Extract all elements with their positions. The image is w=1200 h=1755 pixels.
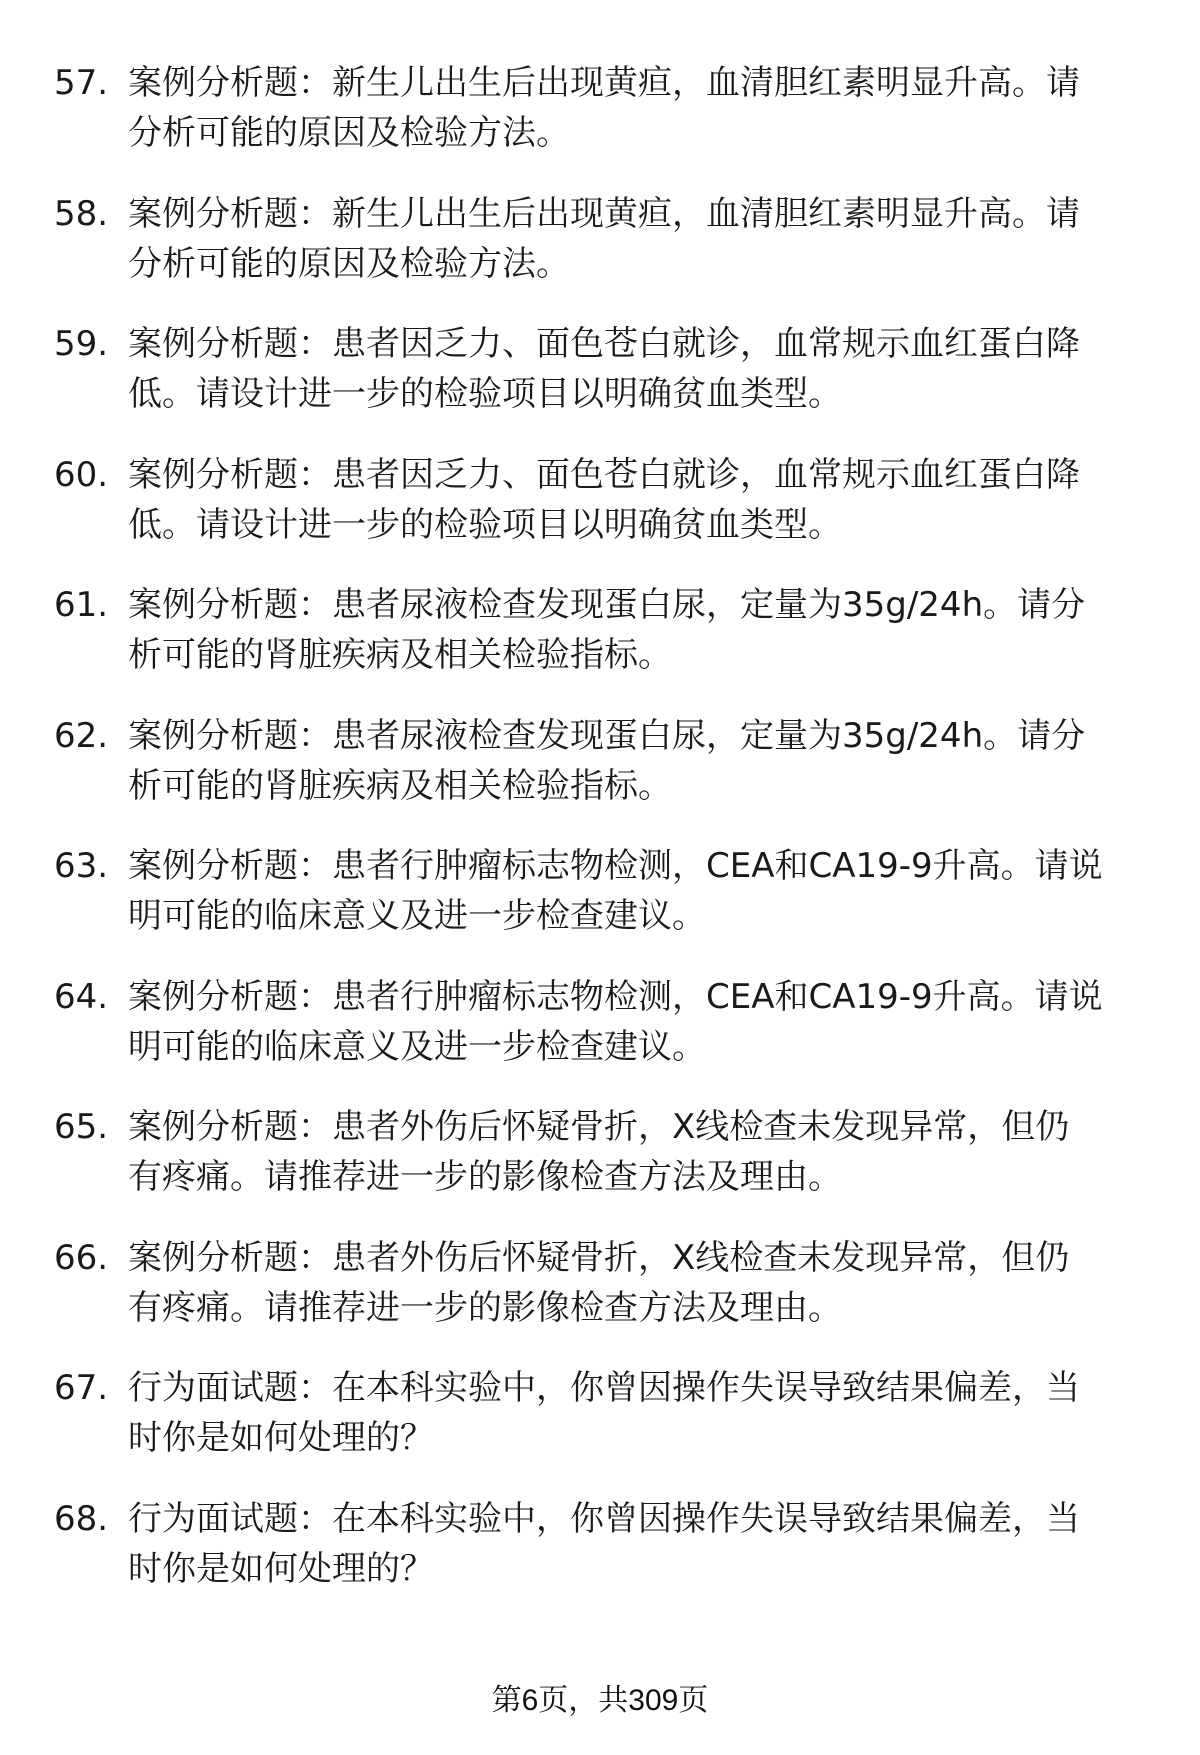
question-text-line: 案例分析题：新生儿出生后出现黄疸，血清胆红素明显升高。请 [128,193,1080,234]
question-text-line: 案例分析题：患者外伤后怀疑骨折，X线检查未发现异常，但仍 [128,1237,1070,1278]
question-text-line: 有疼痛。请推荐进一步的影像检查方法及理由。 [128,1287,842,1328]
question-text-line: 行为面试题：在本科实验中，你曾因操作失误导致结果偏差，当 [128,1368,1080,1408]
question-text-line: 行为面试题：在本科实验中，你曾因操作失误导致结果偏差，当 [128,1498,1080,1539]
question-number: 60. [54,454,109,495]
question-number: 65. [54,1107,109,1147]
question-text-line: 析可能的肾脏疾病及相关检验指标。 [128,635,672,675]
question-text-line: 析可能的肾脏疾病及相关检验指标。 [128,765,672,806]
question-text-line: 案例分析题：患者行肿瘤标志物检测，CEA和CA19-9升高。请说 [128,846,1103,886]
question-number: 58. [54,193,109,234]
question-text-line: 案例分析题：患者外伤后怀疑骨折，X线检查未发现异常，但仍 [128,1107,1070,1147]
question-text-line: 案例分析题：患者行肿瘤标志物检测，CEA和CA19-9升高。请说 [128,976,1103,1017]
question-text-line: 分析可能的原因及检验方法。 [128,113,570,153]
question-number: 57. [54,63,109,103]
question-text-line: 低。请设计进一步的检验项目以明确贫血类型。 [128,374,842,414]
question-text-line: 低。请设计进一步的检验项目以明确贫血类型。 [128,504,842,545]
question-text-line: 明可能的临床意义及进一步检查建议。 [128,1026,706,1067]
question-number: 62. [54,715,109,756]
question-number: 61. [54,585,109,625]
question-text-line: 案例分析题：患者尿液检查发现蛋白尿，定量为35g/24h。请分 [128,715,1086,756]
question-number: 67. [54,1368,109,1408]
question-text-line: 分析可能的原因及检验方法。 [128,243,570,284]
question-text-line: 案例分析题：患者因乏力、面色苍白就诊，血常规示血红蛋白降 [128,454,1080,495]
question-text-line: 时你是如何处理的？ [128,1418,434,1458]
question-number: 59. [54,324,109,364]
question-text-line: 明可能的临床意义及进一步检查建议。 [128,896,706,936]
page-number: 第6页，共309页 [491,1684,709,1717]
question-text-line: 案例分析题：新生儿出生后出现黄疸，血清胆红素明显升高。请 [128,63,1080,103]
question-text-line: 时你是如何处理的？ [128,1548,434,1589]
question-text-line: 有疼痛。请推荐进一步的影像检查方法及理由。 [128,1157,842,1197]
question-number: 63. [54,846,109,886]
question-number: 64. [54,976,109,1017]
question-text-line: 案例分析题：患者因乏力、面色苍白就诊，血常规示血红蛋白降 [128,324,1080,364]
question-number: 68. [54,1498,109,1539]
question-text-line: 案例分析题：患者尿液检查发现蛋白尿，定量为35g/24h。请分 [128,585,1086,625]
question-number: 66. [54,1237,109,1278]
